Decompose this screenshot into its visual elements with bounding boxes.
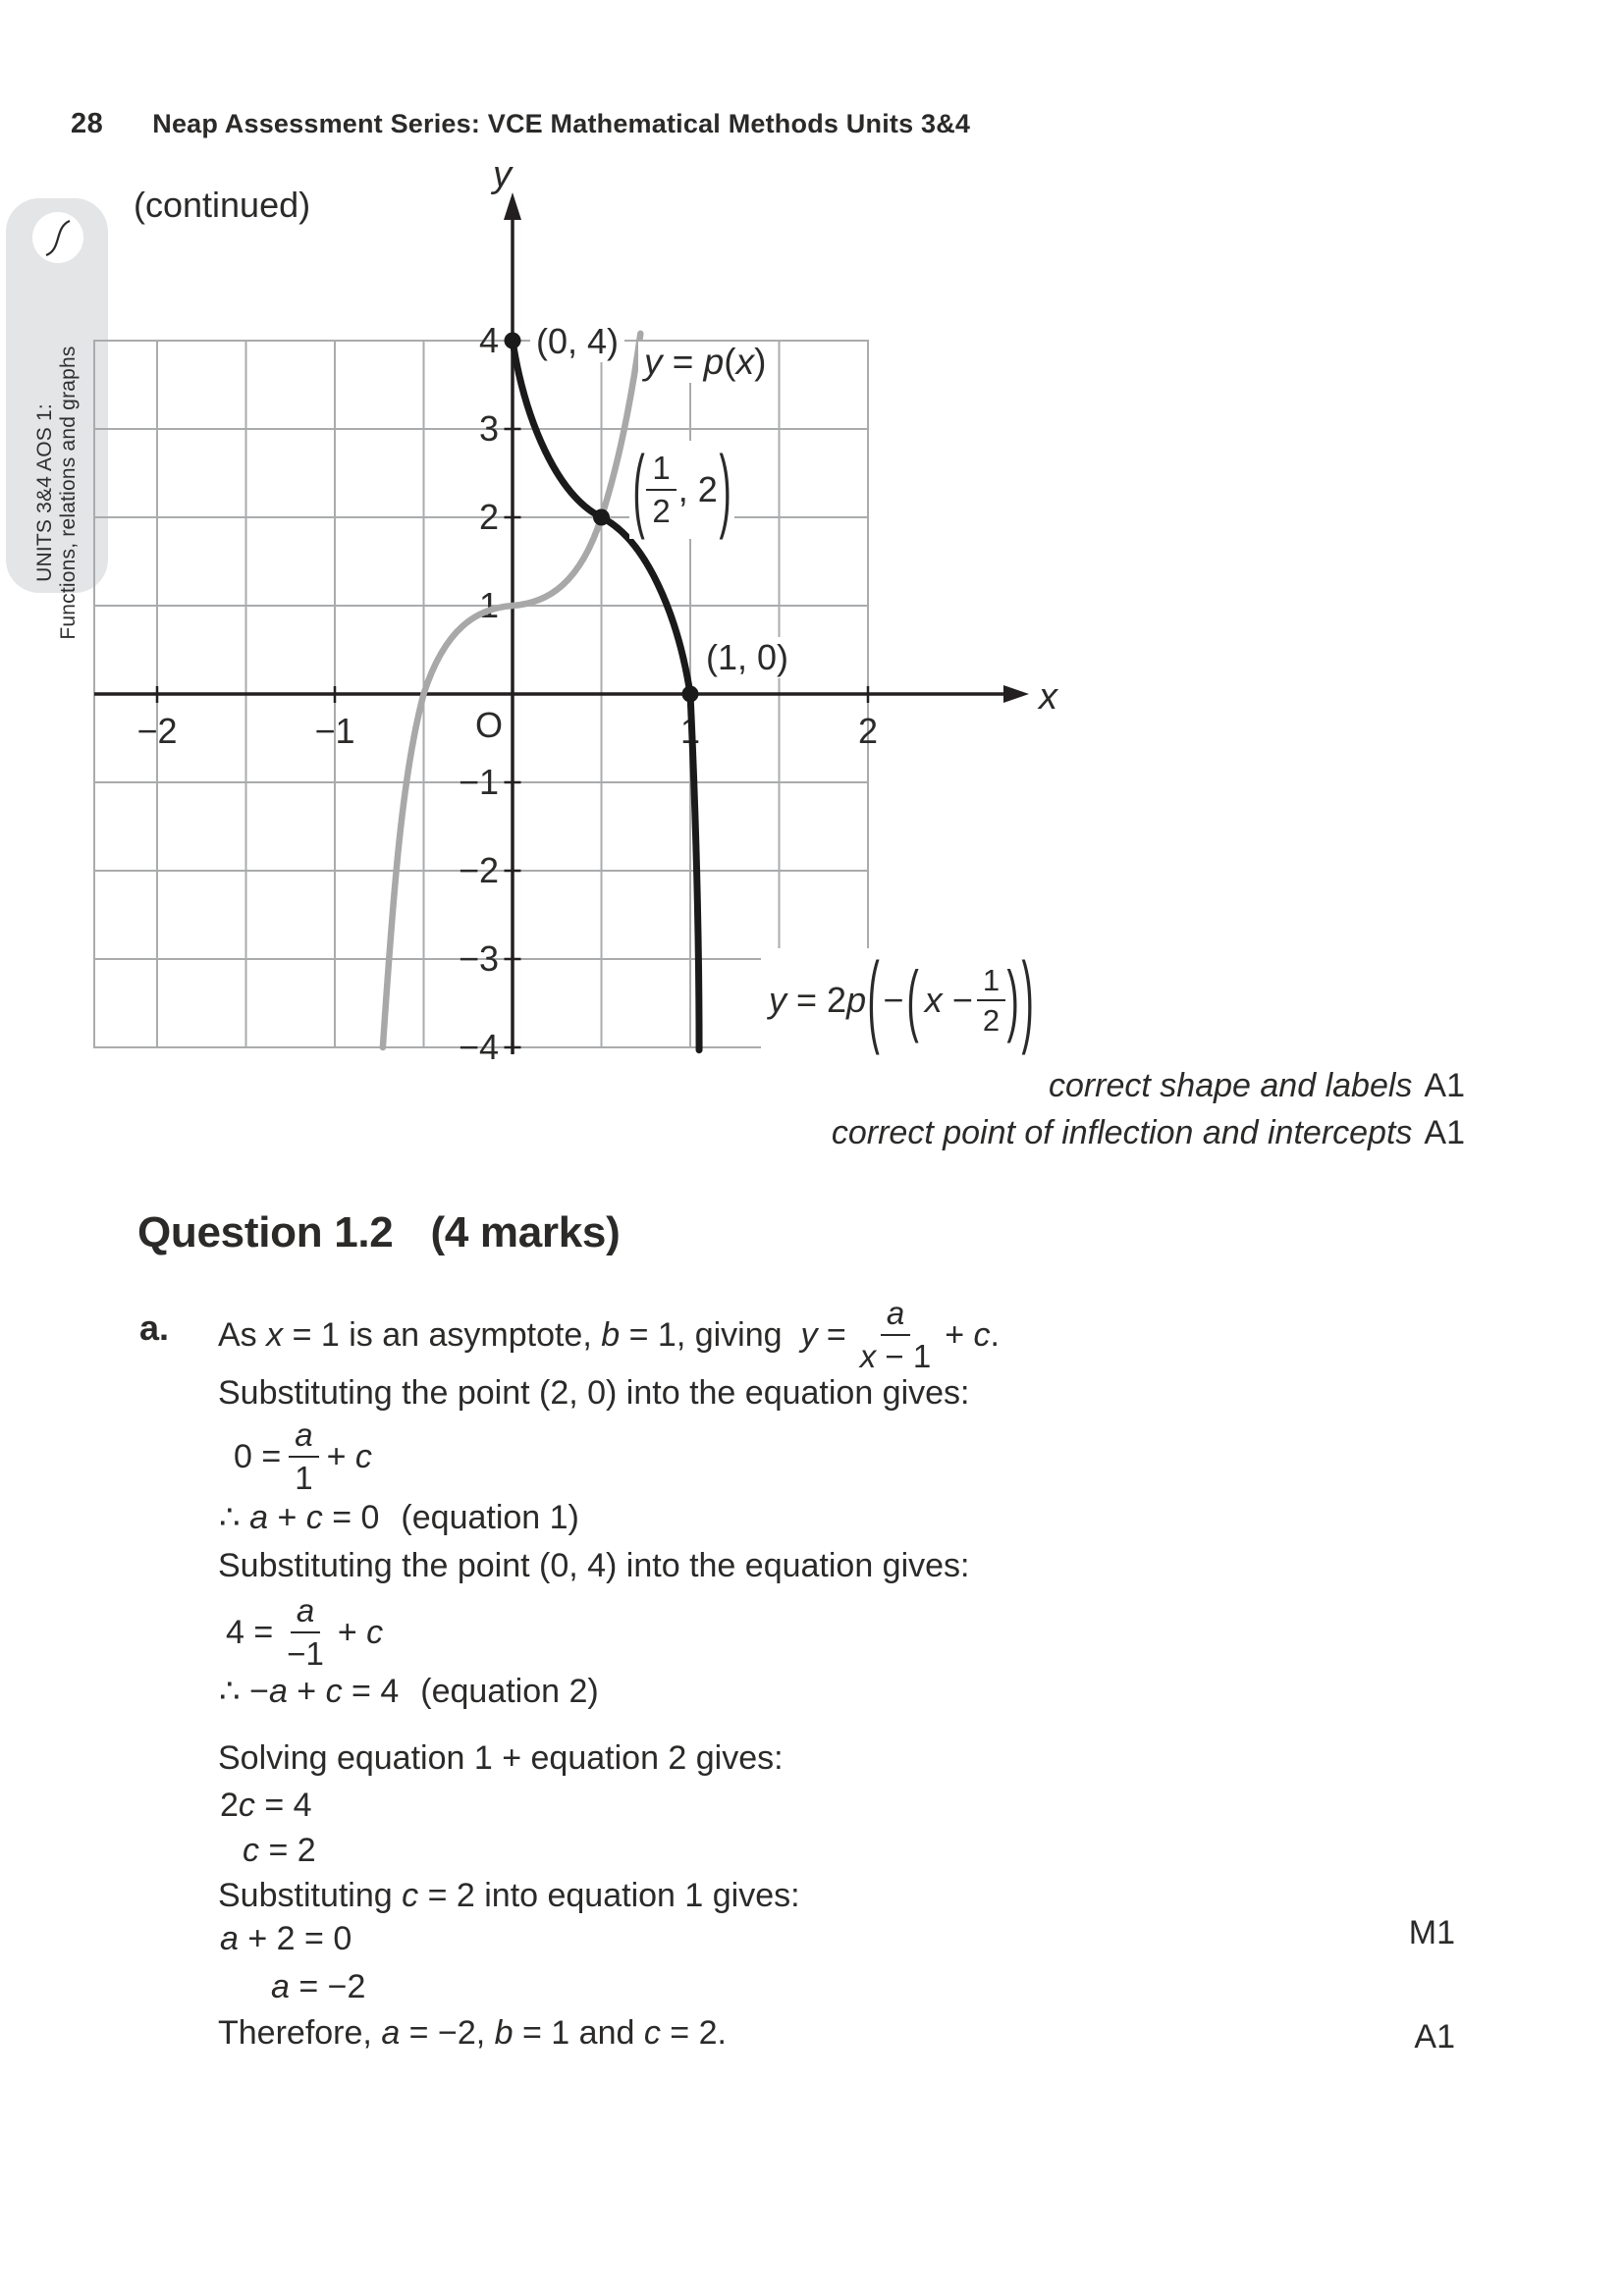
y-tick-label: −3	[458, 938, 499, 979]
solution-line	[218, 1288, 1000, 1382]
point-label-0-4: (0, 4)	[530, 321, 624, 362]
equation-note: (equation 1)	[401, 1499, 579, 1536]
equation-note: (equation 2)	[420, 1673, 599, 1710]
y-tick-label: −4	[458, 1027, 499, 1067]
outer-open-paren: (	[867, 940, 880, 1056]
equation-text: + c	[337, 1613, 384, 1651]
equation-line: c = 2	[243, 1832, 316, 1869]
point-label-1-0: (1, 0)	[700, 637, 794, 678]
question-heading	[137, 1208, 620, 1257]
x-tick-label: −2	[136, 711, 178, 751]
curve-label-transformed	[761, 940, 1044, 1056]
solution-line: Therefore, a = −2, b = 1 and c = 2.	[218, 2014, 727, 2052]
inner-close-paren: )	[1006, 954, 1019, 1044]
y-tick-label: 3	[478, 408, 499, 449]
continued-label: (continued)	[134, 185, 311, 225]
equation-line	[219, 1672, 599, 1711]
page-header	[71, 108, 970, 140]
y-tick-label: −2	[458, 850, 499, 890]
solution-line: Substituting the point (2, 0) into the equation gives:	[218, 1374, 970, 1412]
mark-code-m1: M1	[1408, 1914, 1455, 1951]
marked-point	[505, 333, 521, 349]
x-tick-label: 2	[857, 711, 879, 751]
marking-note-code: A1	[1424, 1067, 1465, 1104]
inner-open-paren: (	[906, 954, 920, 1044]
marking-note-text: correct shape and labels	[1048, 1067, 1413, 1104]
page-number: 28	[71, 108, 104, 139]
solution-text: + c.	[945, 1315, 1000, 1354]
inflection-point-label	[629, 436, 734, 541]
sidebar-unit-line1: UNITS 3&4 AOS 1:	[32, 403, 56, 582]
x-axis-arrow	[1003, 685, 1029, 703]
fraction-a-over-1: $\frac{a}{1}$	[289, 1417, 318, 1495]
part-a-label: a.	[139, 1308, 170, 1348]
solution-text: As x = 1 is an asymptote, b = 1, giving y =	[218, 1315, 846, 1354]
inflection-rest: , 2	[677, 469, 718, 509]
y-tick-label: −1	[458, 762, 499, 802]
y-axis-arrow	[504, 192, 521, 220]
curve2-pre: y = 2p	[769, 980, 867, 1020]
solution-line: Substituting the point (0, 4) into the equation gives:	[218, 1547, 970, 1584]
header-title: Neap Assessment Series: VCE Mathematical Methods Units 3&4	[152, 109, 971, 138]
curve-label-p: y = p(x)	[638, 342, 772, 383]
fraction-1-2: $\frac{1}{2}$	[977, 964, 1005, 1038]
y-tick-label: 4	[478, 320, 499, 360]
x-tick-label: 1	[679, 711, 701, 751]
curve2-minus: −	[883, 980, 904, 1020]
equation-line	[234, 1416, 372, 1497]
question-number: Question 1.2	[137, 1208, 394, 1256]
marking-note-code: A1	[1424, 1114, 1465, 1151]
marking-note	[832, 1114, 1465, 1152]
curve2-x: x −	[924, 980, 973, 1020]
sidebar-unit-line2: Functions, relations and graphs	[57, 346, 80, 640]
equation-text: 0 =	[234, 1437, 282, 1475]
x-axis-label: x	[1039, 676, 1057, 718]
y-axis-label: y	[493, 154, 512, 195]
equation-text: ∴ a + c = 0	[219, 1499, 380, 1536]
question-marks: (4 marks)	[430, 1208, 621, 1256]
equation-line: 2c = 4	[220, 1787, 312, 1824]
marking-note-text: correct point of inflection and intercepts	[831, 1114, 1413, 1151]
equation-text: + c	[326, 1437, 372, 1475]
close-paren: )	[719, 436, 731, 541]
outer-close-paren: )	[1021, 940, 1035, 1056]
equation-text: 4 =	[226, 1613, 274, 1651]
marking-note	[1049, 1067, 1465, 1105]
y-tick-label: 2	[478, 497, 499, 537]
x-tick-label: −1	[314, 711, 355, 751]
marked-point	[682, 686, 699, 703]
equation-line	[219, 1498, 579, 1537]
equation-text: ∴ −a + c = 4	[219, 1673, 400, 1710]
open-paren: (	[632, 436, 645, 541]
mark-code-a1: A1	[1414, 2018, 1455, 2056]
solution-line: Substituting c = 2 into equation 1 gives:	[218, 1877, 800, 1914]
equation-line	[226, 1590, 383, 1675]
fraction-a-over-minus-1: $\frac{a}{-1}$	[287, 1592, 324, 1672]
fraction-a-over-x-minus-1: $\frac{a}{x - 1}$	[859, 1295, 932, 1374]
solution-line: Solving equation 1 + equation 2 gives:	[218, 1739, 784, 1777]
equation-line: a = −2	[271, 1968, 366, 2005]
y-tick-label: 1	[478, 585, 499, 625]
origin-label: O	[474, 705, 503, 745]
marked-point	[593, 509, 610, 526]
equation-line: a + 2 = 0	[220, 1920, 352, 1957]
fraction-1-2: $\frac{1}{2}$	[646, 451, 676, 528]
